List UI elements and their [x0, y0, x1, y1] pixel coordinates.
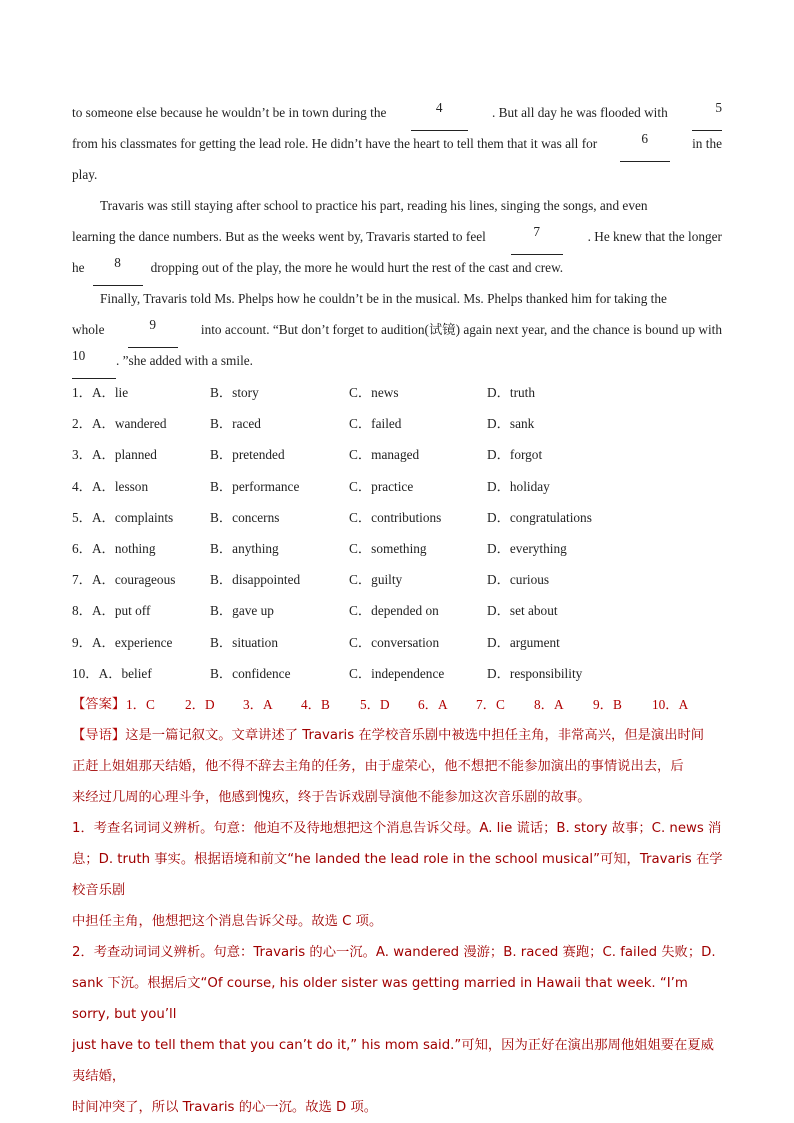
option-row [72, 564, 722, 595]
blank-9: 9 [128, 317, 178, 348]
passage-text: to someone else because he wouldn’t be in town during the [72, 105, 387, 120]
option-row [72, 471, 722, 502]
passage-line [72, 131, 722, 162]
blank-5: 5 [692, 100, 722, 131]
answer-label: 【答案】 [72, 697, 126, 712]
option-c: C．contributions [349, 509, 442, 525]
passage-line [72, 100, 722, 131]
passage-line [72, 162, 722, 193]
option-row [72, 595, 722, 626]
option-a: 9．A．experience [72, 634, 173, 650]
passage-line [72, 317, 722, 348]
option-d: D．forgot [487, 447, 543, 463]
option-a: 1．A．lie [72, 385, 129, 400]
explanation-line: 中担任主角，他想把这个消息告诉父母。故选 C 项。 [72, 914, 383, 929]
option-c: C．depended on [349, 603, 439, 619]
option-a: 2．A．wandered [72, 416, 167, 432]
answer-key [72, 689, 724, 720]
cloze-passage [72, 100, 722, 379]
option-b: B．anything [210, 540, 279, 556]
passage-text: whole [72, 322, 105, 337]
option-c: C．guilty [349, 572, 403, 588]
passage-text: play. [72, 167, 98, 182]
option-row [72, 408, 722, 439]
passage-text: . He knew that the longer [587, 229, 722, 244]
option-d: D．truth [487, 385, 536, 400]
blank-6: 6 [620, 131, 670, 162]
answer-section [72, 689, 724, 1123]
option-c: C．independence [349, 665, 445, 681]
passage-text: in the [692, 136, 722, 151]
passage-line [72, 286, 722, 317]
option-b: B．confidence [210, 665, 291, 681]
explanation-line: just have to tell them that you can’t do it,” his mom said.”可知，因为正好在演出那周他姐姐要在夏威夷结婚， [72, 1038, 714, 1084]
answer-item: 9．B [593, 697, 622, 712]
option-d: D．everything [487, 540, 567, 556]
option-b: B．pretended [210, 447, 285, 463]
passage-line [72, 255, 722, 286]
answer-item: 2．D [185, 697, 215, 712]
guide-line [72, 720, 724, 751]
option-a: 7．A．courageous [72, 572, 176, 588]
blank-4: 4 [411, 100, 468, 131]
guide-line: 正赶上姐姐那天结婚，他不得不辞去主角的任务，由于虚荣心，他不想把不能参加演出的事情说出去，后 [72, 759, 684, 774]
explanation-line: 2．考查动词词义辨析。句意：Travaris 的心一沉。A. wandered 漫游；B. raced 赛跑；C. failed 失败；D. [72, 945, 716, 960]
option-c: C．managed [349, 447, 420, 463]
passage-text: Travaris was still staying after school to practice his part, reading his lines, singing the songs, and even [100, 198, 648, 213]
option-a: 5．A．complaints [72, 509, 174, 525]
guide-text: 这是一篇记叙文。文章讲述了 Travaris 在学校音乐剧中被选中担任主角，非常高兴，但是演出时间 [125, 728, 705, 743]
option-a: 6．A．nothing [72, 540, 156, 556]
option-row [72, 533, 722, 564]
option-d: D．holiday [487, 478, 550, 494]
option-d: D．set about [487, 603, 558, 619]
answer-item: 5．D [360, 697, 390, 712]
answer-item: 6．A [418, 697, 448, 712]
option-b: B．story [210, 385, 259, 400]
option-b: B．raced [210, 416, 261, 432]
option-row [72, 439, 722, 470]
passage-text: . But all day he was flooded with [491, 105, 668, 120]
option-b: B．concerns [210, 509, 280, 525]
explanation-line: 1．考查名词词义辨析。句意：他迫不及待地想把这个消息告诉父母。A. lie 谎话；B. story 故事；C. news 消 [72, 821, 722, 836]
passage-line [72, 224, 722, 255]
option-d: D．congratulations [487, 509, 592, 525]
options-list [72, 377, 722, 689]
option-a: 4．A．lesson [72, 478, 149, 494]
passage-text: . ”she added with a smile. [116, 353, 253, 368]
answer-item: 4．B [301, 697, 330, 712]
passage-text: Finally, Travaris told Ms. Phelps how he couldn’t be in the musical. Ms. Phelps thanked him for taking the [100, 291, 667, 306]
option-c: C．practice [349, 478, 414, 494]
option-row [72, 627, 722, 658]
answer-item: 10．A [652, 697, 689, 712]
option-b: B．gave up [210, 603, 274, 619]
answer-item: 1．C [126, 697, 155, 712]
option-c: C．something [349, 540, 427, 556]
passage-text: into account. “But don’t forget to audition(试镜) again next year, and the chance is bound up with [200, 322, 722, 337]
option-d: D．responsibility [487, 665, 583, 681]
answer-item: 3．A [243, 697, 273, 712]
option-b: B．situation [210, 634, 278, 650]
option-d: D．sank [487, 416, 535, 432]
explanation-line: 息；D. truth 事实。根据语境和前文“he landed the lead role in the school musical”可知，Travaris 在学校音乐剧 [72, 852, 723, 898]
passage-text: learning the dance numbers. But as the weeks went by, Travaris started to feel [72, 229, 486, 244]
blank-10: 10 [72, 348, 116, 379]
blank-7: 7 [511, 224, 563, 255]
passage-text: he [72, 260, 85, 275]
guide-line: 来经过几周的心理斗争，他感到愧疚，终于告诉戏剧导演他不能参加这次音乐剧的故事。 [72, 790, 591, 805]
option-b: B．disappointed [210, 572, 301, 588]
option-c: C．failed [349, 416, 402, 432]
option-row [72, 658, 722, 689]
option-a: 3．A．planned [72, 447, 157, 463]
option-d: D．argument [487, 634, 560, 650]
passage-line [72, 348, 722, 379]
passage-text: from his classmates for getting the lead role. He didn’t have the heart to tell them that it was all for [72, 136, 598, 151]
explanation-line: sank 下沉。根据后文“Of course, his older sister was getting married in Hawaii that week. “I’m sorry, but you’ll [72, 976, 688, 1022]
option-a: 10．A．belief [72, 665, 152, 681]
option-d: D．curious [487, 572, 550, 588]
option-c: C．news [349, 385, 399, 400]
option-row [72, 502, 722, 533]
option-row [72, 377, 722, 408]
option-a: 8．A．put off [72, 603, 151, 619]
answer-item: 8．A [534, 697, 564, 712]
blank-8: 8 [93, 255, 143, 286]
answer-item: 7．C [476, 697, 505, 712]
option-b: B．performance [210, 478, 300, 494]
passage-line [72, 193, 722, 224]
explanation-line: 时间冲突了，所以 Travaris 的心一沉。故选 D 项。 [72, 1100, 378, 1115]
passage-text: dropping out of the play, the more he would hurt the rest of the cast and crew. [150, 260, 564, 275]
option-c: C．conversation [349, 634, 440, 650]
guide-label: 【导语】 [72, 728, 126, 743]
